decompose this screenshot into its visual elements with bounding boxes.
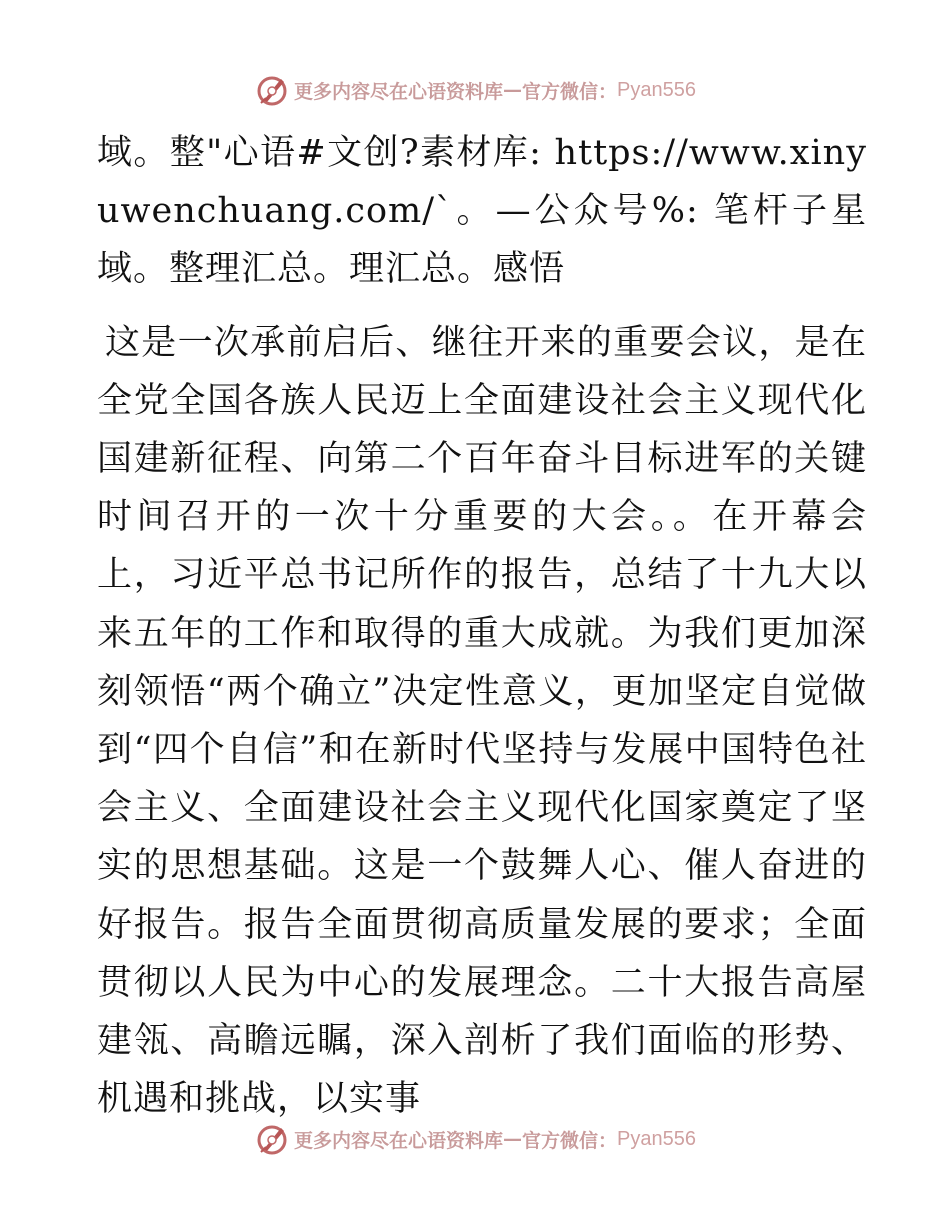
header-banner-text: 更多内容尽在心语资料库 — [294, 80, 504, 103]
quill-seal-icon — [254, 72, 290, 108]
paragraph-1: 域。整"心语#文创?素材库: https://www.xinyuwenchuang.com/`。—公众号%: 笔杆子星域。整理汇总。理汇总。感悟 — [97, 133, 867, 290]
footer-wechat-label: 官方微信： — [522, 1129, 618, 1152]
paragraph-2: 这是一次承前启后、继往开来的重要会议，是在全党全国各族人民迈上全面建设社会主义现代化国建新征程、向第二个百年奋斗目标进军的关键时间召开的一次十分重要的大会。。在开幕会上，习近平总书记所作的报告，总结了十九大以来五年的工作和取得的重大成就。为我们更加深刻领悟“两个确立”决定性意义，更加坚定自觉做到“四个自信”和在新时代坚持与发展中国特色社会主义、全面建设社会主义现代化国家奠定了坚实的思想基础。这是一个鼓舞人心、催人奋进的好报告。报告全面贯彻高质量发展的要求；全面贯彻以人民为中心的发展理念。二十大报告高屋建瓴、高瞻远瞩，深入剖析了我们面临的形势、机遇和挑战，以实事 — [97, 322, 867, 1120]
footer-banner-dash: — — [503, 1128, 523, 1150]
header-wechat-id: Pyan556 — [617, 78, 696, 101]
footer-banner — [0, 1119, 950, 1159]
footer-wechat-id: Pyan556 — [617, 1127, 696, 1150]
header-banner-dash: — — [503, 79, 523, 101]
header-wechat-label: 官方微信： — [522, 80, 618, 103]
quill-seal-icon — [254, 1121, 290, 1157]
footer-banner-text: 更多内容尽在心语资料库 — [294, 1129, 504, 1152]
header-banner — [0, 70, 950, 110]
document-body — [97, 124, 867, 1128]
